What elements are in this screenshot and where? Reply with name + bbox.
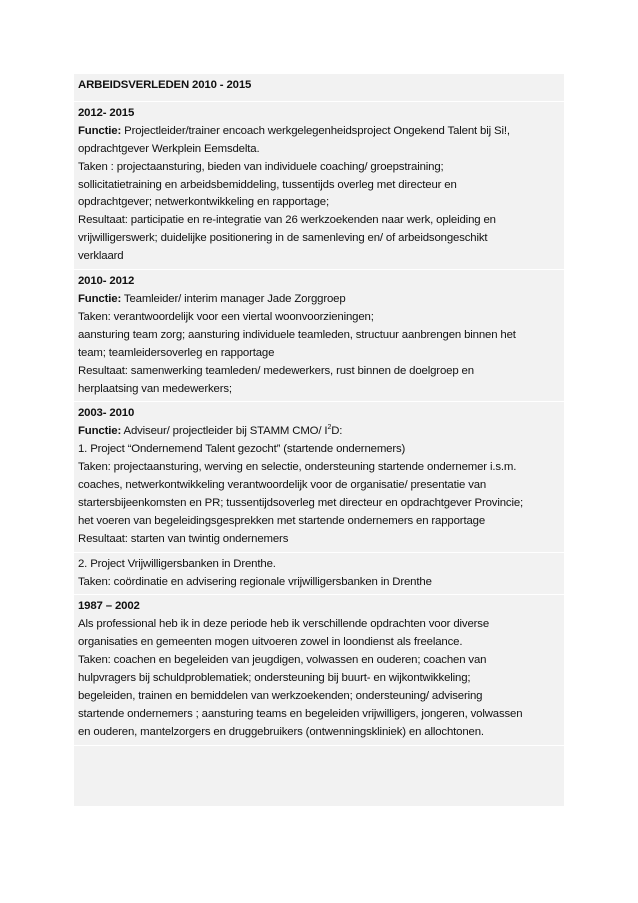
entry-line: Als professional heb ik in deze periode heb ik verschillende opdrachten voor diverse [78, 618, 490, 631]
entry-line: hulpvragers bij schuldproblematiek; ondersteuning bij buurt- en wijkontwikkeling; [78, 672, 471, 685]
function-text: Teamleider/ interim manager Jade Zorggroep [121, 292, 346, 305]
function-text: Adviseur/ projectleider bij STAMM CMO/ I [121, 425, 328, 438]
entry-line: vrijwilligerswerk; duidelijke positionering in de samenleving en/ of arbeidsongeschikt [78, 232, 488, 245]
entry-line: begeleiden, trainen en bemiddelen van werkzoekenden; ondersteuning/ advisering [78, 690, 483, 702]
entry-line: verklaard [78, 250, 124, 263]
entry-line: opdrachtgever Werkplein Eemsdelta. [78, 142, 260, 155]
entry-line: 1. Project “Ondernemend Talent gezocht” (startende ondernemers) [78, 443, 406, 456]
entry-period: 2010- 2012 [78, 275, 135, 288]
entry-line: Resultaat: samenwerking teamleden/ medewerkers, rust binnen de doelgroep en [78, 364, 474, 377]
function-label: Functie: [78, 292, 122, 305]
entry-project-vrijwilligersbanken [74, 553, 564, 596]
entry-period: 2003- 2010 [78, 407, 135, 420]
entry-line: Taken: verantwoordelijk voor een viertal woonvoorzieningen; [78, 310, 374, 323]
entry-2010-2012 [74, 270, 564, 402]
entry-line: herplaatsing van medewerkers; [78, 382, 232, 395]
entry-line: startersbijeenkomsten en PR; tussentijdsoverleg met directeur en opdrachtgever Provincie; [78, 496, 524, 509]
entry-line: startende ondernemers ; aansturing teams en begeleiden vrijwilligers, jongeren, volwassen [78, 707, 523, 720]
entry-function [78, 291, 560, 309]
entry-line: Taken : projectaansturing, bieden van individuele coaching/ groepstraining; [78, 160, 444, 173]
function-text-suffix: D: [331, 425, 343, 438]
entry-line: 2. Project Vrijwilligersbanken in Drenthe. [78, 557, 276, 570]
entry-line: het voeren van begeleidingsgesprekken met startende ondernemers en rapportage [78, 514, 486, 527]
empty-cell [74, 746, 564, 806]
entry-period: 2012- 2015 [78, 106, 135, 119]
entry-line: Resultaat: starten van twintig ondernemers [78, 532, 289, 545]
entry-function [78, 123, 560, 141]
entry-line: sollicitatietraining en arbeidsbemiddeling, tussentijds overleg met directeur en [78, 178, 457, 191]
entry-line: opdrachtgever; netwerkontwikkeling en rapportage; [78, 196, 329, 209]
entry-function [78, 423, 560, 441]
entry-line: team; teamleidersoverleg en rapportage [78, 346, 275, 359]
section-title: ARBEIDSVERLEDEN 2010 - 2015 [78, 79, 252, 91]
entry-1987-2002 [74, 595, 564, 745]
section-header-cell [74, 74, 564, 102]
entry-line: Taken: coördinatie en advisering regionale vrijwilligersbanken in Drenthe [78, 575, 432, 588]
entry-line: aansturing team zorg; aansturing individuele teamleden, structuur aanbrengen binnen het [78, 328, 516, 341]
work-history-table [74, 74, 564, 806]
function-text: Projectleider/trainer encoach werkgelegenheidsproject Ongekend Talent bij Si!, [121, 124, 510, 137]
function-superscript: 2 [327, 424, 332, 432]
entry-line: coaches, netwerkontwikkeling verantwoordelijk voor de organisatie/ presentatie van [78, 479, 487, 492]
function-label: Functie: [78, 124, 122, 137]
entry-line: Resultaat: participatie en re-integratie van 26 werkzoekenden naar werk, opleiding en [78, 214, 496, 227]
entry-line: Taken: coachen en begeleiden van jeugdigen, volwassen en ouderen; coachen van [78, 654, 487, 667]
entry-period: 1987 – 2002 [78, 600, 140, 613]
entry-line: Taken: projectaansturing, werving en selectie, ondersteuning startende ondernemer i.s.m. [78, 461, 517, 474]
function-label: Functie: [78, 425, 122, 438]
entry-line: organisaties en gemeenten mogen uitvoeren zowel in loondienst als freelance. [78, 636, 463, 649]
entry-line: en ouderen, mantelzorgers en druggebruikers (ontwenningskliniek) en allochtonen. [78, 725, 484, 738]
entry-2003-2010 [74, 402, 564, 552]
entry-2012-2015 [74, 102, 564, 270]
